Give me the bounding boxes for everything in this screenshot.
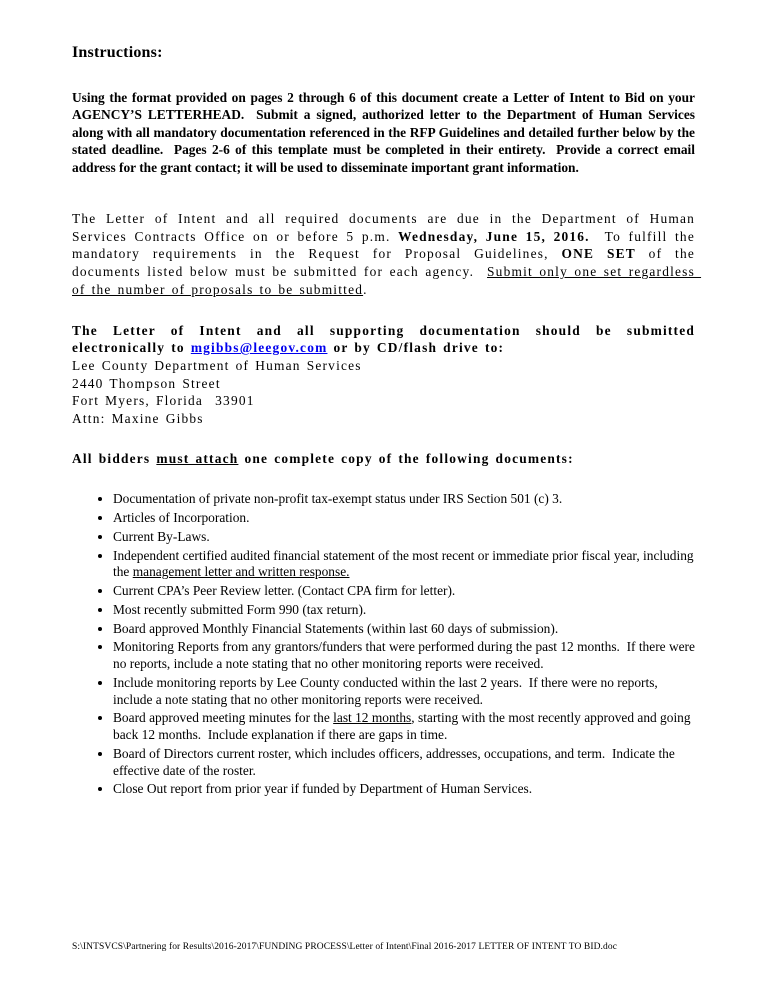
document-list-item: • Documentation of private non-profit tax-exempt status under IRS Section 501 (c) 3.: [113, 491, 695, 508]
text-segment: management letter and written response.: [132, 564, 350, 580]
text-segment: must attach: [156, 450, 239, 466]
text-segment: .: [363, 281, 368, 297]
text-segment: one complete copy of the following documents:: [238, 450, 574, 466]
address-line: 2440 Thompson Street: [72, 375, 221, 391]
text-segment: Board approved meeting minutes for the: [113, 710, 334, 726]
document-list-item: • Board approved Monthly Financial Statements (within last 60 days of submission).: [113, 621, 695, 638]
document-list-item: • Current By-Laws.: [113, 529, 695, 546]
address-line: Lee County Department of Human Services: [72, 357, 362, 373]
bidders-heading: [72, 450, 695, 468]
address-line: Attn: Maxine Gibbs: [72, 410, 204, 426]
document-list-item: [113, 710, 695, 744]
text-segment: , starting with the most recently approved and going back 12 months. Include explanation if there are gaps in time.: [113, 710, 694, 743]
document-list-item: • Close Out report from prior year if funded by Department of Human Services.: [113, 781, 695, 798]
submission-block: [72, 322, 702, 428]
text-segment: or by CD/flash drive to:: [327, 340, 505, 356]
text-segment: Submit only one set regardless of the number of proposals to be submitted: [72, 264, 702, 297]
file-path-footer: S:\INTSVCS\Partnering for Results\2016-2017\FUNDING PROCESS\Letter of Intent\Final 2016-2017 LETTER OF INTENT TO BID.doc: [72, 942, 618, 952]
text-segment: Wednesday, June 15, 2016.: [398, 228, 590, 244]
email-link[interactable]: mgibbs@leegov.com: [190, 340, 328, 356]
text-segment: All bidders: [72, 450, 157, 466]
intro-paragraph: Using the format provided on pages 2 through 6 of this document create a Letter of Intent to Bid on your AGENCY’S LETTERHEAD. Submit a signed, authorized letter to the Department of Human Services along with all mandatory documentation referenced in the RFP Guidelines and detailed further below by the stated deadline. Pages 2-6 of this template must be completed in their entirety. Provide a correct email address for the grant contact; it will be used to disseminate important grant information.: [72, 90, 699, 175]
text-segment: of the documents listed below must be submitted for each agency.: [72, 246, 702, 280]
document-list-item: • Current CPA’s Peer Review letter. (Contact CPA firm for letter).: [113, 583, 695, 600]
document-list-item: • Include monitoring reports by Lee County conducted within the last 2 years. If there were no reports, include a note stating that no other monitoring reports were received.: [113, 675, 695, 709]
text-segment: ONE SET: [561, 246, 636, 262]
document-list-item: • Board of Directors current roster, which includes officers, addresses, occupations, and term. Indicate the effective date of the roster.: [113, 746, 695, 780]
document-list-item: [113, 548, 695, 582]
document-list-item: • Most recently submitted Form 990 (tax return).: [113, 602, 695, 619]
document-list-item: • Monitoring Reports from any grantors/funders that were performed during the past 12 months. If there were no reports, include a note stating that no other monitoring reports were received.: [113, 639, 695, 673]
due-date-paragraph: [72, 210, 702, 298]
text-segment: Independent certified audited financial statement of the most recent or immediate prior fiscal year, including the: [113, 547, 697, 580]
text-segment: The Letter of Intent and all supporting documentation should be submitted electronically to: [72, 322, 702, 356]
text-segment: To fulfill the mandatory requirements in the Request for Proposal Guidelines,: [72, 228, 702, 262]
page-title: Instructions:: [72, 44, 163, 61]
address-line: Fort Myers, Florida 33901: [72, 393, 255, 409]
text-segment: The Letter of Intent and all required documents are due in the Department of Human Services Contracts Office on or before 5 p.m.: [72, 211, 702, 244]
submission-heading: [72, 322, 702, 357]
document-list-item: • Articles of Incorporation.: [113, 510, 695, 527]
documents-list: [72, 491, 699, 798]
text-segment: last 12 months: [333, 710, 412, 726]
